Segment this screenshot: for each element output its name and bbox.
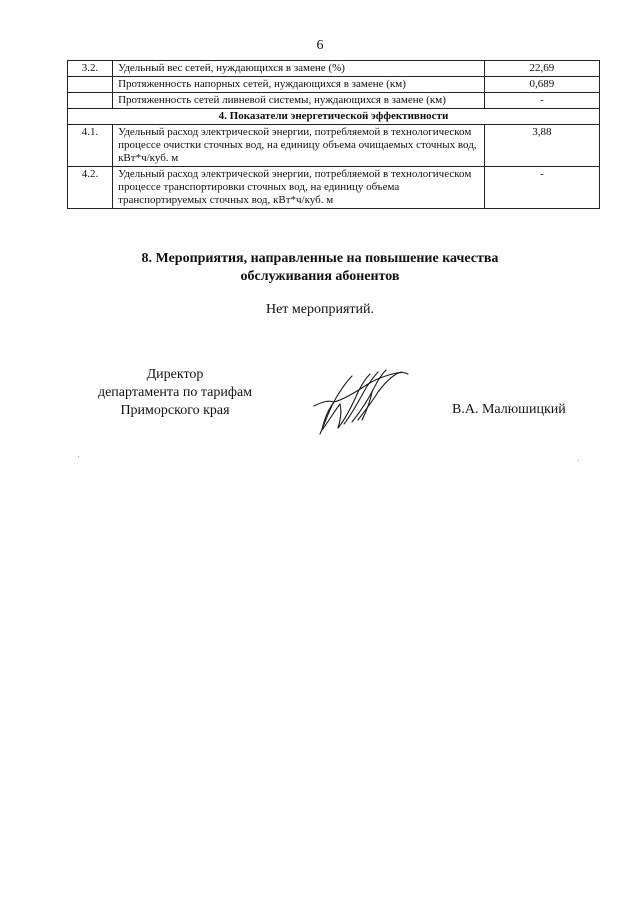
position-line-3: Приморского края bbox=[120, 403, 230, 418]
table-row bbox=[68, 61, 600, 77]
indicator-value: 0,689 bbox=[484, 77, 599, 93]
table-row bbox=[68, 167, 600, 209]
row-number bbox=[68, 93, 113, 109]
table-section-row bbox=[68, 109, 600, 125]
no-measures-text: Нет мероприятий. bbox=[265, 302, 375, 317]
section-title: 4. Показатели энергетической эффективности bbox=[68, 109, 600, 125]
table-row bbox=[68, 125, 600, 167]
row-number: 4.1. bbox=[68, 125, 113, 167]
signatory-position bbox=[75, 366, 275, 420]
position-line-2: департамента по тарифам bbox=[97, 385, 253, 400]
indicator-value: - bbox=[484, 93, 599, 109]
indicator-name: Удельный расход электрической энергии, потребляемой в технологическом процессе очистки сточных вод, на единицу объема очищаемых сточных вод, кВт*ч/куб. м bbox=[113, 125, 485, 167]
row-number bbox=[68, 77, 113, 93]
indicator-name: Удельный расход электрической энергии, потребляемой в технологическом процессе транспортировки сточных вод, на единицу объема транспортируемых сточных вод, кВт*ч/куб. м bbox=[113, 167, 485, 209]
table-row bbox=[68, 77, 600, 93]
scan-speck bbox=[578, 460, 579, 461]
indicator-value: 3,88 bbox=[484, 125, 599, 167]
indicator-name: Протяженность напорных сетей, нуждающихся в замене (км) bbox=[113, 77, 485, 93]
row-number: 3.2. bbox=[68, 61, 113, 77]
section-8-title-line-2: обслуживания абонентов bbox=[240, 269, 400, 284]
section-8-title-line-1: 8. Мероприятия, направленные на повышение качества bbox=[141, 251, 499, 266]
section-8-heading bbox=[0, 250, 640, 286]
indicator-value: 22,69 bbox=[484, 61, 599, 77]
indicator-name: Протяженность сетей ливневой системы, нуждающихся в замене (км) bbox=[113, 93, 485, 109]
row-number: 4.2. bbox=[68, 167, 113, 209]
indicator-value: - bbox=[484, 167, 599, 209]
table-row bbox=[68, 93, 600, 109]
handwritten-signature bbox=[312, 362, 412, 442]
signatory-name: В.А. Малюшицкий bbox=[452, 402, 566, 417]
page-number: 6 bbox=[316, 38, 324, 53]
scan-speck bbox=[78, 456, 79, 457]
indicator-name: Удельный вес сетей, нуждающихся в замене (%) bbox=[113, 61, 485, 77]
position-line-1: Директор bbox=[146, 367, 204, 382]
indicators-table bbox=[67, 60, 600, 209]
